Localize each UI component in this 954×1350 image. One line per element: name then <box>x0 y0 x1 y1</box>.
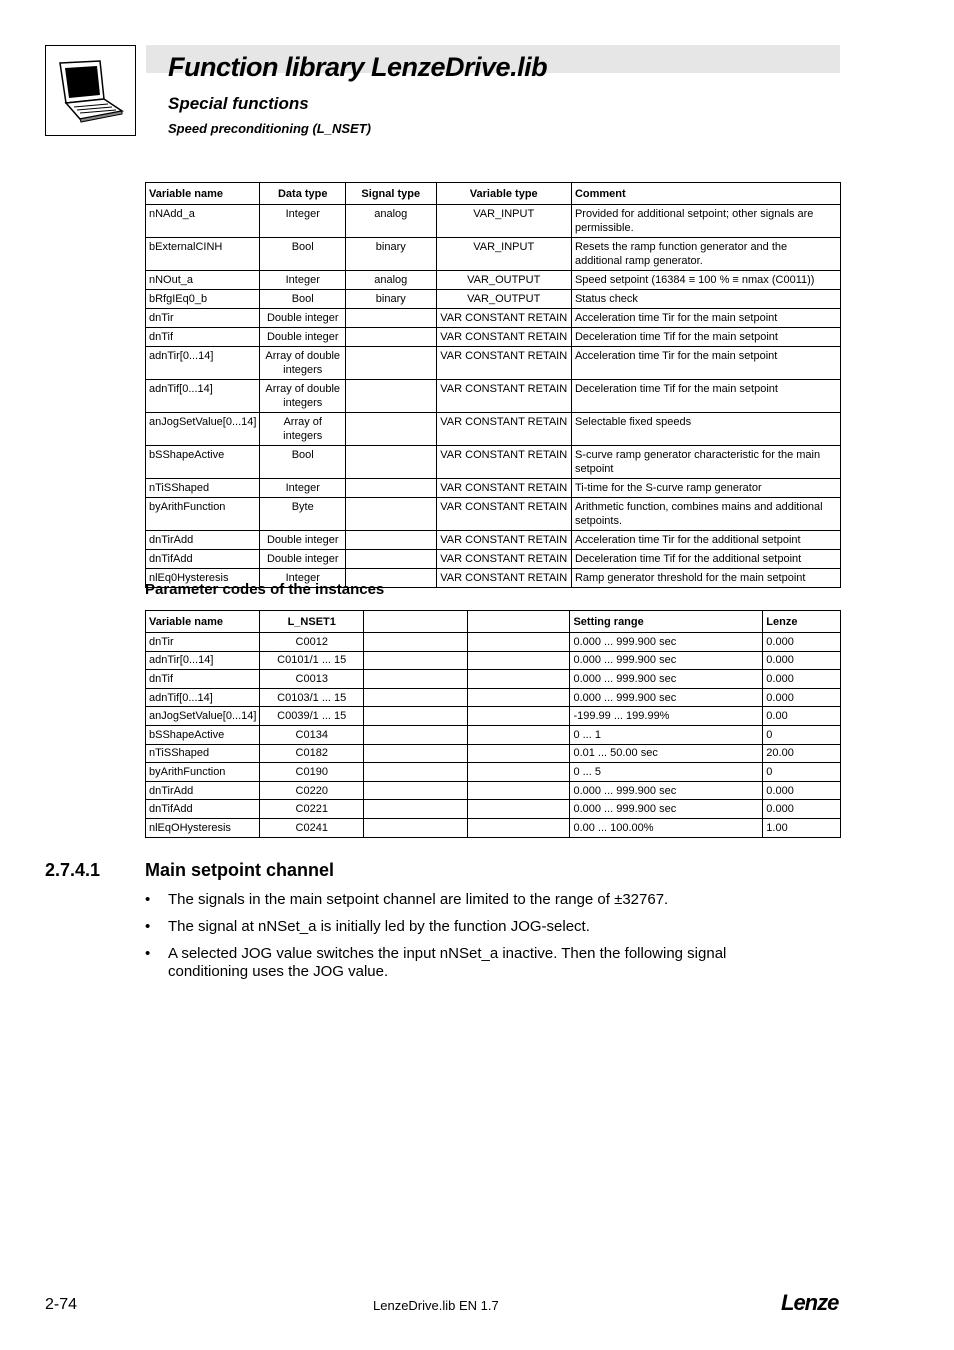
header-cell <box>364 611 468 633</box>
table-row <box>146 725 841 744</box>
table-cell: Status check <box>571 290 840 309</box>
table-cell: binary <box>346 238 436 271</box>
table-row <box>146 479 841 498</box>
table-cell <box>346 347 436 380</box>
table-cell: adnTif[0...14] <box>146 380 260 413</box>
bullet-list <box>145 891 805 990</box>
table-cell <box>364 781 468 800</box>
header-cell: Variable name <box>146 611 260 633</box>
table-cell: Array of double integers <box>260 380 346 413</box>
table-cell: anJogSetValue[0...14] <box>146 707 260 726</box>
table-cell: Double integer <box>260 328 346 347</box>
table-row <box>146 290 841 309</box>
table-cell: VAR CONSTANT RETAIN <box>436 569 571 588</box>
table-cell: Array of integers <box>260 413 346 446</box>
table-cell <box>468 651 570 670</box>
table-cell: Bool <box>260 290 346 309</box>
table-cell: 0.00 ... 100.00% <box>570 818 763 837</box>
table-cell: 0.000 <box>763 781 841 800</box>
table-cell: Acceleration time Tir for the main setpoint <box>571 309 840 328</box>
table-cell: 1.00 <box>763 818 841 837</box>
table-row <box>146 670 841 689</box>
table-cell <box>468 763 570 782</box>
table-cell: dnTir <box>146 633 260 652</box>
table-row <box>146 633 841 652</box>
table-row <box>146 651 841 670</box>
table-cell: VAR CONSTANT RETAIN <box>436 328 571 347</box>
variables-table <box>145 182 841 588</box>
page-title: Function library LenzeDrive.lib <box>168 52 548 82</box>
table-cell: 20.00 <box>763 744 841 763</box>
table-cell: Speed setpoint (16384 ≡ 100 % ≡ nmax (C0011)) <box>571 271 840 290</box>
table-cell: Selectable fixed speeds <box>571 413 840 446</box>
table-cell: Arithmetic function, combines mains and additional setpoints. <box>571 498 840 531</box>
table-cell <box>468 707 570 726</box>
table-cell: 0.000 <box>763 651 841 670</box>
table-cell: 0.000 <box>763 688 841 707</box>
table-cell <box>468 818 570 837</box>
table-cell: Double integer <box>260 309 346 328</box>
table-cell: C0101/1 ... 15 <box>260 651 364 670</box>
table-row <box>146 781 841 800</box>
header-cell: Comment <box>571 183 840 205</box>
table-cell: VAR_OUTPUT <box>436 271 571 290</box>
page-number: 2-74 <box>45 1296 78 1313</box>
page-subtitle: Special functions <box>168 94 309 113</box>
table-row <box>146 347 841 380</box>
table-row <box>146 238 841 271</box>
table-cell: bSShapeActive <box>146 725 260 744</box>
section-number: 2.7.4.1 <box>45 860 101 880</box>
table-cell: nTiSShaped <box>146 744 260 763</box>
table-cell: Provided for additional setpoint; other signals are permissible. <box>571 205 840 238</box>
table-cell <box>346 380 436 413</box>
table-cell: VAR CONSTANT RETAIN <box>436 347 571 380</box>
table-cell: C0013 <box>260 670 364 689</box>
table-cell: adnTir[0...14] <box>146 651 260 670</box>
table-cell: VAR CONSTANT RETAIN <box>436 498 571 531</box>
table-row <box>146 271 841 290</box>
table-cell: dnTirAdd <box>146 531 260 550</box>
table-cell: C0039/1 ... 15 <box>260 707 364 726</box>
table-cell: dnTif <box>146 670 260 689</box>
table-row <box>146 446 841 479</box>
table-cell: Integer <box>260 479 346 498</box>
table-row <box>146 744 841 763</box>
table-row <box>146 531 841 550</box>
table-cell <box>468 633 570 652</box>
table-cell: 0.000 ... 999.900 sec <box>570 633 763 652</box>
table-cell: 0.000 ... 999.900 sec <box>570 670 763 689</box>
table-cell <box>468 744 570 763</box>
list-item <box>145 918 805 936</box>
table-row <box>146 818 841 837</box>
table-cell <box>364 670 468 689</box>
table-cell: 0.000 ... 999.900 sec <box>570 688 763 707</box>
table-cell: bExternalCINH <box>146 238 260 271</box>
table-header-row <box>146 183 841 205</box>
header-cell: Variable name <box>146 183 260 205</box>
table-cell: dnTifAdd <box>146 550 260 569</box>
table-cell: 0.00 <box>763 707 841 726</box>
table-cell: 0 <box>763 725 841 744</box>
table-cell <box>364 688 468 707</box>
header-cell: L_NSET1 <box>260 611 364 633</box>
laptop-logo <box>45 45 136 136</box>
table-cell: 0.01 ... 50.00 sec <box>570 744 763 763</box>
table-header-row <box>146 611 841 633</box>
table-cell: Double integer <box>260 531 346 550</box>
table-cell: nNAdd_a <box>146 205 260 238</box>
bullet-text: A selected JOG value switches the input nNSet_a inactive. Then the following signal conditioning uses the JOG value. <box>168 945 727 980</box>
table-cell <box>364 651 468 670</box>
table-row <box>146 550 841 569</box>
table-cell: Double integer <box>260 550 346 569</box>
table-cell: nlEq0Hysteresis <box>146 569 260 588</box>
table-row <box>146 800 841 819</box>
table-cell <box>468 688 570 707</box>
table-cell: anJogSetValue[0...14] <box>146 413 260 446</box>
table-cell: binary <box>346 290 436 309</box>
table-cell <box>364 633 468 652</box>
table-cell: Ramp generator threshold for the main setpoint <box>571 569 840 588</box>
table-cell: VAR CONSTANT RETAIN <box>436 479 571 498</box>
table-cell <box>364 725 468 744</box>
table-cell: Acceleration time Tir for the additional setpoint <box>571 531 840 550</box>
table-cell <box>364 744 468 763</box>
table-cell: VAR CONSTANT RETAIN <box>436 413 571 446</box>
table-cell: Integer <box>260 205 346 238</box>
table-cell: C0241 <box>260 818 364 837</box>
table-cell: bRfgIEq0_b <box>146 290 260 309</box>
header-cell: Signal type <box>346 183 436 205</box>
table-cell: Ti-time for the S-curve ramp generator <box>571 479 840 498</box>
table-cell: VAR CONSTANT RETAIN <box>436 550 571 569</box>
table-cell <box>346 550 436 569</box>
table-row <box>146 328 841 347</box>
table-cell <box>346 498 436 531</box>
table-row <box>146 498 841 531</box>
table-cell: Acceleration time Tir for the main setpoint <box>571 347 840 380</box>
table-cell: adnTir[0...14] <box>146 347 260 380</box>
table-row <box>146 763 841 782</box>
table-cell: adnTif[0...14] <box>146 688 260 707</box>
table-row <box>146 205 841 238</box>
bullet-text: The signal at nNSet_a is initially led by the function JOG-select. <box>168 918 590 935</box>
table-cell: dnTifAdd <box>146 800 260 819</box>
table-cell: 0.000 ... 999.900 sec <box>570 800 763 819</box>
table-cell <box>346 531 436 550</box>
header-cell: Lenze <box>763 611 841 633</box>
laptop-icon <box>56 59 126 125</box>
table-cell: C0134 <box>260 725 364 744</box>
table-cell: VAR CONSTANT RETAIN <box>436 446 571 479</box>
table-cell <box>468 670 570 689</box>
table-cell: Integer <box>260 271 346 290</box>
table-cell: analog <box>346 271 436 290</box>
table-cell: nlEqOHysteresis <box>146 818 260 837</box>
table-cell <box>346 328 436 347</box>
table-row <box>146 413 841 446</box>
table-cell: C0221 <box>260 800 364 819</box>
list-item <box>145 891 805 909</box>
table-cell: VAR CONSTANT RETAIN <box>436 531 571 550</box>
table-cell <box>346 413 436 446</box>
table-row <box>146 688 841 707</box>
table-cell: 0.000 <box>763 633 841 652</box>
table-cell: Deceleration time Tif for the main setpoint <box>571 380 840 413</box>
table-cell: Bool <box>260 446 346 479</box>
table-cell <box>468 725 570 744</box>
table-cell: bSShapeActive <box>146 446 260 479</box>
table-row <box>146 380 841 413</box>
table-cell <box>346 446 436 479</box>
table-cell: nNOut_a <box>146 271 260 290</box>
table-cell: 0 ... 5 <box>570 763 763 782</box>
table-cell: S-curve ramp generator characteristic for the main setpoint <box>571 446 840 479</box>
table-cell <box>468 800 570 819</box>
header-cell: Variable type <box>436 183 571 205</box>
table-row <box>146 707 841 726</box>
table-cell: VAR_INPUT <box>436 205 571 238</box>
table-cell <box>364 800 468 819</box>
table-cell: VAR CONSTANT RETAIN <box>436 309 571 328</box>
table-cell <box>346 309 436 328</box>
table-cell: -199.99 ... 199.99% <box>570 707 763 726</box>
table-cell: C0220 <box>260 781 364 800</box>
table-cell: C0190 <box>260 763 364 782</box>
table-cell: byArithFunction <box>146 763 260 782</box>
footer-doc-label: LenzeDrive.lib EN 1.7 <box>373 1298 499 1313</box>
table-cell <box>364 707 468 726</box>
header-cell: Data type <box>260 183 346 205</box>
table-cell: C0103/1 ... 15 <box>260 688 364 707</box>
table-cell: nTiSShaped <box>146 479 260 498</box>
section-title: Main setpoint channel <box>145 860 335 880</box>
table-cell: dnTif <box>146 328 260 347</box>
table-cell: dnTir <box>146 309 260 328</box>
table-cell: 0.000 ... 999.900 sec <box>570 651 763 670</box>
table-cell <box>364 818 468 837</box>
table-caption: Parameter codes of the instances <box>145 581 385 598</box>
table-cell: C0182 <box>260 744 364 763</box>
table-cell: Byte <box>260 498 346 531</box>
table-cell: Array of double integers <box>260 347 346 380</box>
header-cell <box>468 611 570 633</box>
table-cell <box>468 781 570 800</box>
table-cell: VAR CONSTANT RETAIN <box>436 380 571 413</box>
brand-logo: Lenze <box>781 1290 839 1315</box>
table-row <box>146 309 841 328</box>
table-cell: VAR_OUTPUT <box>436 290 571 309</box>
header-cell: Setting range <box>570 611 763 633</box>
table-cell <box>346 479 436 498</box>
table-cell: Deceleration time Tif for the additional setpoint <box>571 550 840 569</box>
table-cell: Deceleration time Tif for the main setpoint <box>571 328 840 347</box>
table-cell: analog <box>346 205 436 238</box>
table-cell: byArithFunction <box>146 498 260 531</box>
list-item <box>145 945 805 981</box>
table-cell: VAR_INPUT <box>436 238 571 271</box>
table-cell: C0012 <box>260 633 364 652</box>
table-cell: 0 <box>763 763 841 782</box>
table-cell <box>364 763 468 782</box>
table-cell: Resets the ramp function generator and the additional ramp generator. <box>571 238 840 271</box>
table-cell: 0.000 <box>763 800 841 819</box>
table-cell: 0 ... 1 <box>570 725 763 744</box>
table-cell: 0.000 ... 999.900 sec <box>570 781 763 800</box>
bullet-text: The signals in the main setpoint channel are limited to the range of ±32767. <box>168 891 669 908</box>
page-subsubtitle: Speed preconditioning (L_NSET) <box>168 121 371 136</box>
parameter-codes-table <box>145 610 841 838</box>
table-cell: Integer <box>260 569 346 588</box>
table-cell: 0.000 <box>763 670 841 689</box>
table-cell: dnTirAdd <box>146 781 260 800</box>
table-cell: Bool <box>260 238 346 271</box>
